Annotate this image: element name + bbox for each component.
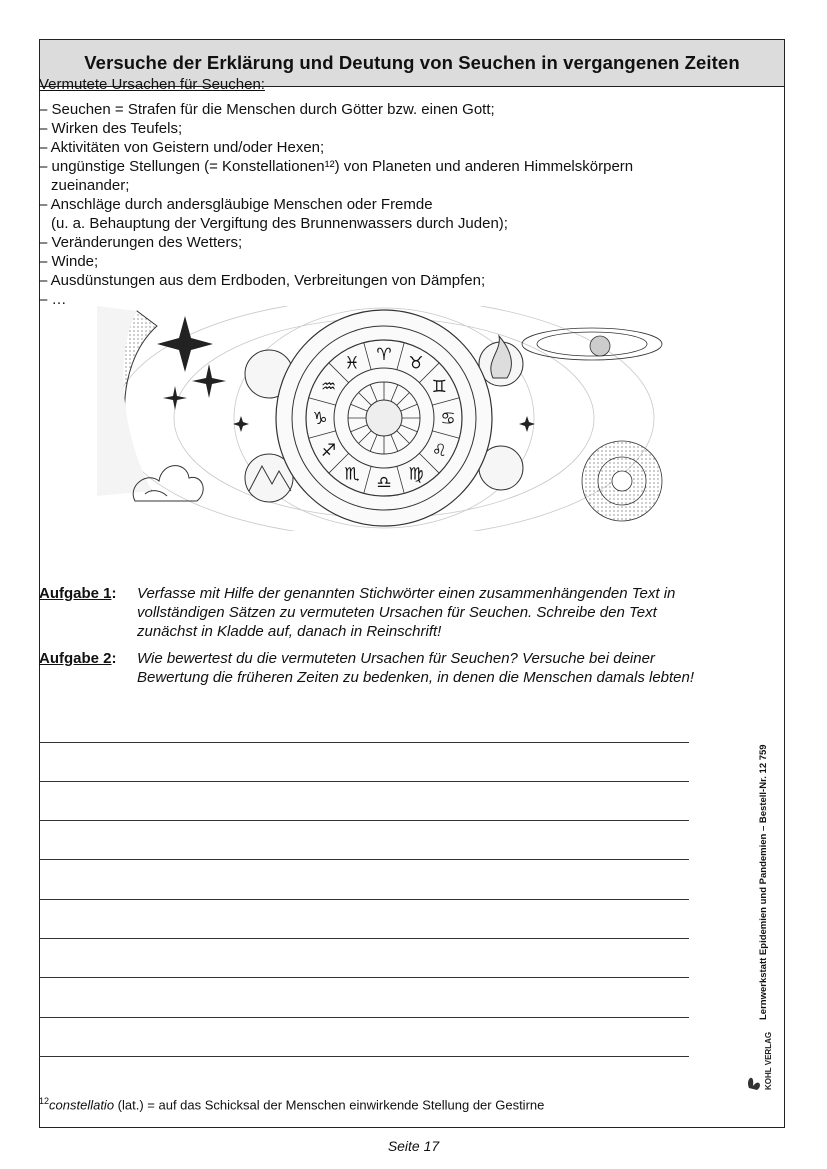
zodiac-sign-icon: ♊ (431, 377, 448, 397)
list-item: – Seuchen = Strafen für die Menschen durch Götter bzw. einen Gott; (39, 101, 495, 118)
zodiac-sign-icon: ♌ (431, 441, 448, 461)
list-item: – ungünstige Stellungen (= Konstellationen¹²) von Planeten und anderen Himmelskörpern zueinander; (39, 158, 634, 194)
list-item: – Aktivitäten von Geistern und/oder Hexen; (39, 139, 325, 156)
list-item: – Anschläge durch andersgläubige Menschen oder Fremde (u. a. Behauptung der Vergiftung des Brunnenwassers durch Juden); (39, 196, 508, 232)
list-item: – Winde; (39, 253, 99, 270)
writing-line[interactable] (39, 938, 689, 939)
writing-line[interactable] (39, 1056, 689, 1057)
zodiac-wheel (276, 310, 492, 526)
zodiac-sign-icon: ♎ (376, 473, 392, 493)
task-text: Wie bewertest du die vermuteten Ursachen für Seuchen? Versuche bei deiner Bewertung die früheren Zeiten zu bedenken, in denen die Menschen damals lebten! (137, 650, 695, 686)
causes-section (39, 75, 699, 309)
task-label: Aufgabe 2 (39, 650, 112, 667)
crescent-moon-icon (97, 306, 157, 496)
zodiac-sign-icon: ♒ (320, 377, 337, 397)
task-label: Aufgabe 1 (39, 585, 112, 602)
writing-line[interactable] (39, 859, 689, 860)
logo-text: KOHL VERLAG (764, 1031, 773, 1090)
zodiac-sign-icon: ♉ (408, 353, 424, 374)
writing-line[interactable] (39, 781, 689, 782)
writing-line[interactable] (39, 899, 689, 900)
footnote-term: constellatio (49, 1097, 115, 1113)
causes-list (39, 100, 699, 309)
page-title: Versuche der Erklärung und Deutung von Seuchen in vergangenen Zeiten (84, 52, 740, 73)
planet-icon (522, 328, 662, 360)
publisher-order-text: Lernwerkstatt Epidemien und Pandemien – Bestell-Nr. 12 759 (758, 744, 769, 1020)
zodiac-sign-icon: ♓ (344, 353, 360, 374)
zodiac-sign-icon: ♑ (312, 409, 328, 429)
list-item: – Wirken des Teufels; (39, 120, 183, 137)
footnote: $^{12}$constellatio (lat.) = auf das Schicksal der Menschen einwirkende Stellung der Gestirne (39, 1096, 545, 1113)
zodiac-sign-icon: ♏ (344, 464, 360, 485)
zodiac-sign-icon: ♈ (376, 345, 392, 365)
astrology-illustration (97, 306, 672, 531)
galaxy-spiral-icon (582, 441, 662, 521)
zodiac-sign-icon: ♋ (440, 409, 456, 429)
task-1: Aufgabe 1: Verfasse mit Hilfe der genannten Stichwörter einen zusammenhängenden Text in vollständigen Sätzen zu vermuteten Ursachen für Seuchen. Schreibe den Text zunächst in Kladde auf, danach in Reinschrift! (39, 584, 699, 641)
publisher-logo (741, 1028, 781, 1098)
tree-logo-icon (748, 1078, 760, 1090)
writing-line[interactable] (39, 977, 689, 978)
list-item: – … (39, 291, 67, 308)
footnote-text: (lat.) = auf das Schicksal der Menschen einwirkende Stellung der Gestirne (114, 1097, 545, 1113)
zodiac-sign-icon: ♐ (320, 441, 337, 461)
list-item: – Veränderungen des Wetters; (39, 234, 243, 251)
page-number: Seite 17 (387, 1138, 440, 1154)
writing-line[interactable] (39, 820, 689, 821)
causes-subheading: Vermutete Ursachen für Seuchen: (39, 76, 265, 93)
writing-line[interactable] (39, 742, 689, 743)
task-2: Aufgabe 2: Wie bewertest du die vermuteten Ursachen für Seuchen? Versuche bei deiner Bewertung die früheren Zeiten zu bedenken, in denen die Menschen damals lebten! (39, 649, 699, 687)
zodiac-sign-icon: ♍ (408, 464, 424, 485)
task-text: Verfasse mit Hilfe der genannten Stichwörter einen zusammenhängenden Text in vollständigen Sätzen zu vermuteten Ursachen für Seuchen. Schreibe den Text zunächst in Kladde auf, danach in Reinschrift! (137, 585, 676, 640)
writing-line[interactable] (39, 1017, 689, 1018)
sun-face-icon (366, 400, 402, 436)
list-item: – Ausdünstungen aus dem Erdboden, Verbreitungen von Dämpfen; (39, 272, 486, 289)
